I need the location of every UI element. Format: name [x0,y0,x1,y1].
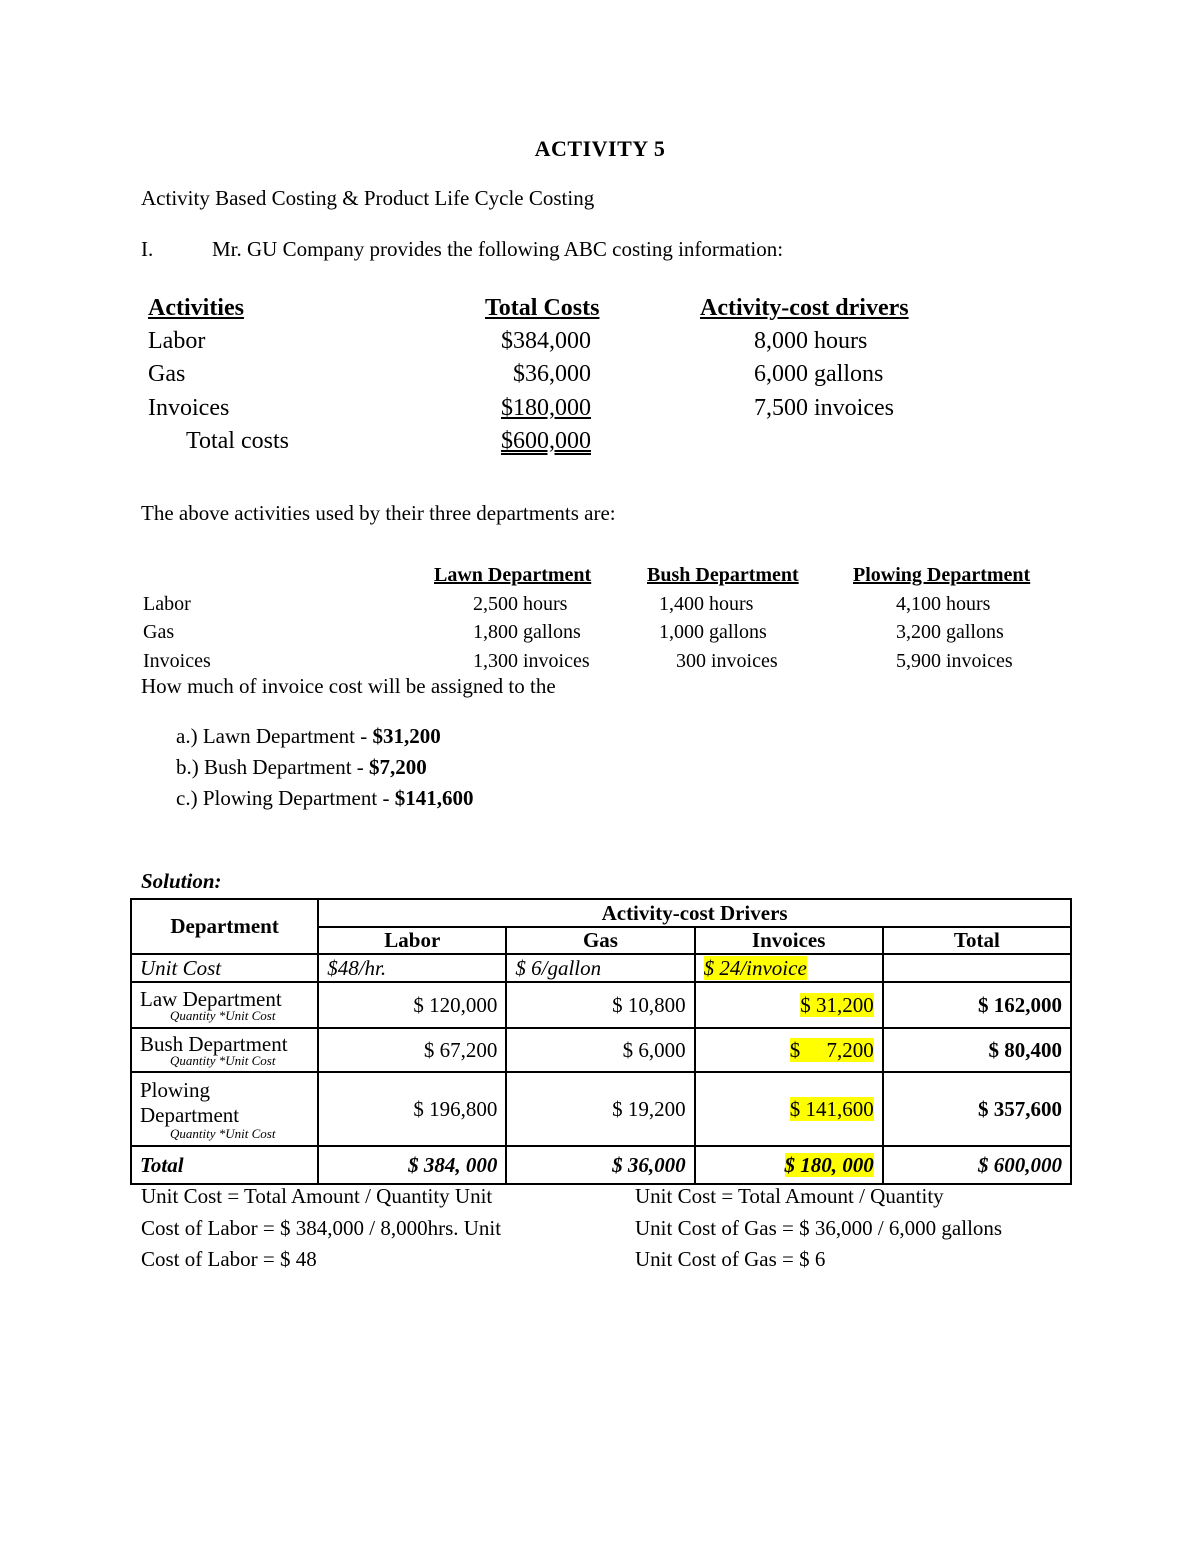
cost-invoices: $180,000 [501,395,591,421]
driver-gas: 6,000 gallons [754,361,884,387]
cost-drivers-header: Activity-cost drivers [700,295,909,321]
question-intro: Mr. GU Company provides the following ABC costing information: [212,237,784,261]
total-labor: $ 384, 000 [318,1146,506,1184]
activity-gas: Gas [148,361,186,387]
dept-cell [131,1072,318,1146]
labor-cost: $ 67,200 [318,1028,506,1072]
department-header: Department [131,899,318,954]
row-label-invoices: Invoices [143,650,211,672]
formula-note: Quantity *Unit Cost [170,1053,276,1068]
total-invoices-cell [695,1146,883,1184]
note-line: Unit Cost of Gas = $ 6 [635,1247,826,1271]
note-line: Unit Cost of Gas = $ 36,000 / 6,000 gallons [635,1216,1003,1240]
answer-prefix: b.) [176,755,199,779]
table-row [131,982,1071,1028]
total-costs-label: Total costs [186,428,289,454]
activities-header: Activities [148,295,244,321]
cost-labor: $384,000 [501,328,591,354]
invoice-cost-cell [695,982,883,1028]
plowing-dept-header: Plowing Department [853,564,1031,586]
question-number: I. [141,237,154,261]
total-costs-value: $600,000 [501,428,591,454]
bush-labor: 1,400 hours [659,593,754,615]
unit-cost-label: Unit Cost [131,954,318,982]
totals-row [131,1146,1071,1184]
formula-note: Quantity *Unit Cost [170,1126,276,1141]
activity-invoices: Invoices [148,395,230,421]
invoice-cost-cell [695,1072,883,1146]
plowing-labor: 4,100 hours [896,593,991,615]
driver-invoices: 7,500 invoices [754,395,894,421]
total-cost: $ 357,600 [883,1072,1071,1146]
dept-name: Plowing Department [140,1078,240,1127]
total-col-header: Total [883,927,1071,954]
bush-dept-header: Bush Department [647,564,799,586]
labor-col-header: Labor [318,927,506,954]
lawn-gas: 1,800 gallons [473,621,581,643]
answer-prefix: c.) [176,786,198,810]
activity-cost-drivers-header: Activity-cost Drivers [318,899,1071,927]
unit-cost-labor: $48/hr. [318,954,506,982]
answer-item [176,724,441,749]
cost-gas: $36,000 [513,361,591,387]
answer-text: Lawn Department - [202,724,373,748]
gas-col-header: Gas [506,927,694,954]
dept-cell [131,982,318,1028]
total-gas: $ 36,000 [506,1146,694,1184]
invoice-cost-cell [695,1028,883,1072]
table-row [131,1072,1071,1146]
row-label-labor: Labor [143,593,191,615]
unit-cost-gas: $ 6/gallon [506,954,694,982]
driver-labor: 8,000 hours [754,328,868,354]
formula-note: Quantity *Unit Cost [170,1008,276,1023]
invoices-col-header: Invoices [695,927,883,954]
plowing-invoices: 5,900 invoices [896,650,1013,672]
page-title: ACTIVITY 5 [534,136,666,161]
table-row [131,1028,1071,1072]
bush-invoices: 300 invoices [676,650,778,672]
grand-total: $ 600,000 [883,1146,1071,1184]
labor-cost: $ 120,000 [318,982,506,1028]
answer-value: $141,600 [394,786,474,810]
answer-text: Bush Department - [204,755,370,779]
answer-value: $31,200 [372,724,441,748]
answer-text: Plowing Department - [202,786,395,810]
departments-intro: The above activities used by their three departments are: [141,501,616,525]
total-invoices: $ 180, 000 [784,1152,874,1177]
invoice-cost: $ 141,600 [789,1096,874,1121]
note-line: Unit Cost = Total Amount / Quantity [635,1184,944,1208]
row-label-gas: Gas [143,621,175,643]
subtitle: Activity Based Costing & Product Life Cycle Costing [141,186,595,210]
note-line: Cost of Labor = $ 48 [141,1247,317,1271]
total-costs-header: Total Costs [485,295,600,321]
answer-item [176,786,473,811]
solution-label: Solution: [141,869,222,893]
labor-cost: $ 196,800 [318,1072,506,1146]
lawn-dept-header: Lawn Department [434,564,592,586]
note-line: Cost of Labor = $ 384,000 / 8,000hrs. Unit [141,1216,502,1240]
lawn-invoices: 1,300 invoices [473,650,590,672]
activity-labor: Labor [148,328,206,354]
gas-cost: $ 10,800 [506,982,694,1028]
plowing-gas: 3,200 gallons [896,621,1004,643]
question-text: How much of invoice cost will be assigned to the [141,674,556,698]
answer-prefix: a.) [176,724,198,748]
unit-cost-invoices: $ 24/invoice [703,955,807,980]
unit-cost-invoices-cell [695,954,883,982]
solution-table [130,898,1072,1185]
dept-name: Bush Department [140,1032,288,1056]
gas-cost: $ 19,200 [506,1072,694,1146]
note-line: Unit Cost = Total Amount / Quantity Unit [141,1184,493,1208]
dept-cell [131,1028,318,1072]
answer-item [176,755,427,780]
gas-cost: $ 6,000 [506,1028,694,1072]
total-cost: $ 162,000 [883,982,1071,1028]
dept-name: Law Department [140,987,282,1011]
lawn-labor: 2,500 hours [473,593,568,615]
invoice-cost: $ 7,200 [789,1037,874,1062]
total-cost: $ 80,400 [883,1028,1071,1072]
bush-gas: 1,000 gallons [659,621,767,643]
answer-value: $7,200 [369,755,427,779]
total-label: Total [131,1146,318,1184]
unit-cost-total [883,954,1071,982]
invoice-cost: $ 31,200 [800,992,874,1017]
